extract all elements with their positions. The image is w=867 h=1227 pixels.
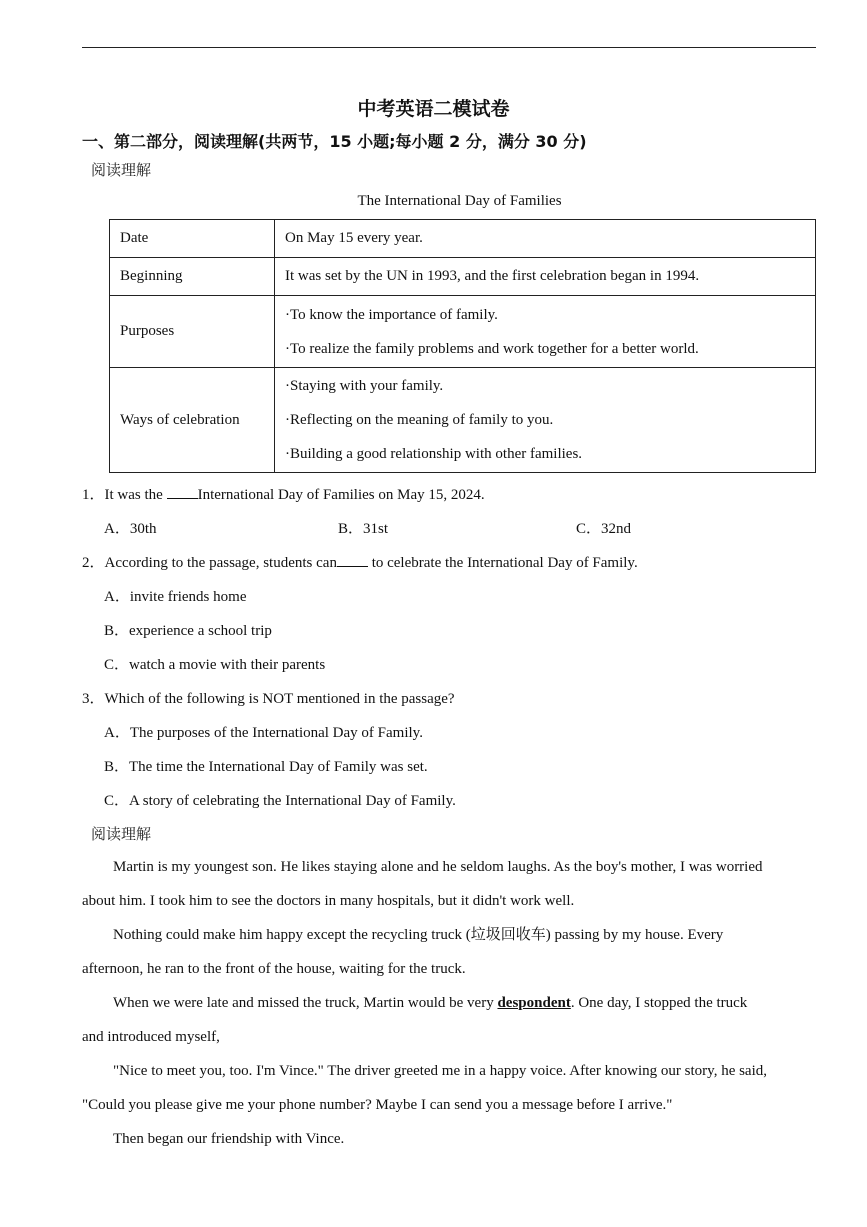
paragraph-line: Nothing could make him happy except the recycling truck (垃圾回收车) passing by my house. Every	[113, 927, 724, 943]
option-1a[interactable]: A．30th	[104, 521, 157, 537]
question-stem: It was the	[104, 487, 167, 503]
passage-text	[82, 850, 816, 1156]
option-2c[interactable]: C．watch a movie with their parents	[104, 657, 326, 673]
option-1c[interactable]: C．32nd	[576, 521, 632, 537]
row-value-ways	[275, 368, 816, 473]
question-stem: Which of the following is NOT mentioned in the passage?	[104, 691, 455, 707]
option-3c[interactable]: C．A story of celebrating the International Day of Family.	[104, 793, 456, 809]
row-key-ways: Ways of celebration	[110, 368, 275, 473]
row-value-date	[275, 220, 816, 258]
question-1	[82, 483, 485, 504]
option-3b[interactable]: B．The time the International Day of Family was set.	[104, 759, 428, 775]
cell-line: On May 15 every year.	[285, 230, 423, 246]
answer-blank	[337, 554, 368, 567]
row-key-purposes: Purposes	[110, 296, 275, 368]
page-title: 中考英语二模试卷	[357, 98, 510, 120]
question-stem: to celebrate the International Day of Family.	[367, 555, 638, 571]
paragraph-line: about him. I took him to see the doctors in many hospitals, but it didn't work well.	[82, 893, 575, 909]
cell-line: ·Reflecting on the meaning of family to you.	[285, 412, 554, 428]
table-row	[110, 258, 816, 296]
table-row	[110, 296, 816, 368]
paragraph-line: and introduced myself,	[82, 1029, 220, 1045]
reading-label-2: 阅读理解	[91, 825, 152, 843]
option-3a[interactable]: A．The purposes of the International Day of Family.	[104, 725, 423, 741]
keyword-despondent: despondent	[497, 995, 571, 1011]
cell-line: ·Staying with your family.	[285, 378, 444, 394]
cell-line: It was set by the UN in 1993, and the first celebration began in 1994.	[285, 268, 700, 284]
row-key-date: Date	[110, 220, 275, 258]
table-row	[110, 368, 816, 473]
question-number: 3．	[82, 691, 105, 707]
paragraph-text: . One day, I stopped the truck	[570, 995, 748, 1011]
paragraph-line: afternoon, he ran to the front of the house, waiting for the truck.	[82, 961, 466, 977]
paragraph-line: Then began our friendship with Vince.	[113, 1131, 345, 1147]
answer-blank	[167, 486, 198, 499]
option-2a[interactable]: A．invite friends home	[104, 589, 247, 605]
paragraph-line: "Nice to meet you, too. I'm Vince." The driver greeted me in a happy voice. After knowing our story, he said,	[113, 1063, 768, 1079]
question-stem: International Day of Families on May 15, 2024.	[197, 487, 485, 503]
question-2	[82, 551, 638, 572]
row-value-purposes	[275, 296, 816, 368]
cell-line: ·To know the importance of family.	[285, 306, 498, 323]
header-rule	[82, 47, 816, 48]
reading-label-1: 阅读理解	[91, 161, 152, 179]
row-key-beginning: Beginning	[110, 258, 275, 296]
question-stem: According to the passage, students can	[104, 555, 337, 571]
section-heading: 一、第二部分，阅读理解(共两节，15 小题;每小题 2 分，满分 30 分)	[82, 132, 587, 151]
paragraph-line: "Could you please give me your phone number? Maybe I can send you a message before I arrive."	[82, 1097, 673, 1113]
table-caption: The International Day of Families	[357, 193, 562, 209]
paragraph-line: Martin is my youngest son. He likes staying alone and he seldom laughs. As the boy's mother, I was worried	[113, 859, 763, 875]
paragraph-line	[82, 986, 816, 1020]
table-row	[110, 220, 816, 258]
option-2b[interactable]: B．experience a school trip	[104, 623, 272, 639]
row-value-beginning	[275, 258, 816, 296]
cell-line: ·To realize the family problems and work together for a better world.	[285, 340, 699, 357]
question-3	[82, 687, 455, 708]
question-number: 1．	[82, 487, 105, 503]
paragraph-text: When we were late and missed the truck, Martin would be very	[113, 995, 498, 1011]
question-number: 2．	[82, 555, 105, 571]
cell-line: ·Building a good relationship with other families.	[285, 446, 583, 462]
info-table	[109, 219, 816, 473]
option-1b[interactable]: B．31st	[338, 521, 389, 537]
